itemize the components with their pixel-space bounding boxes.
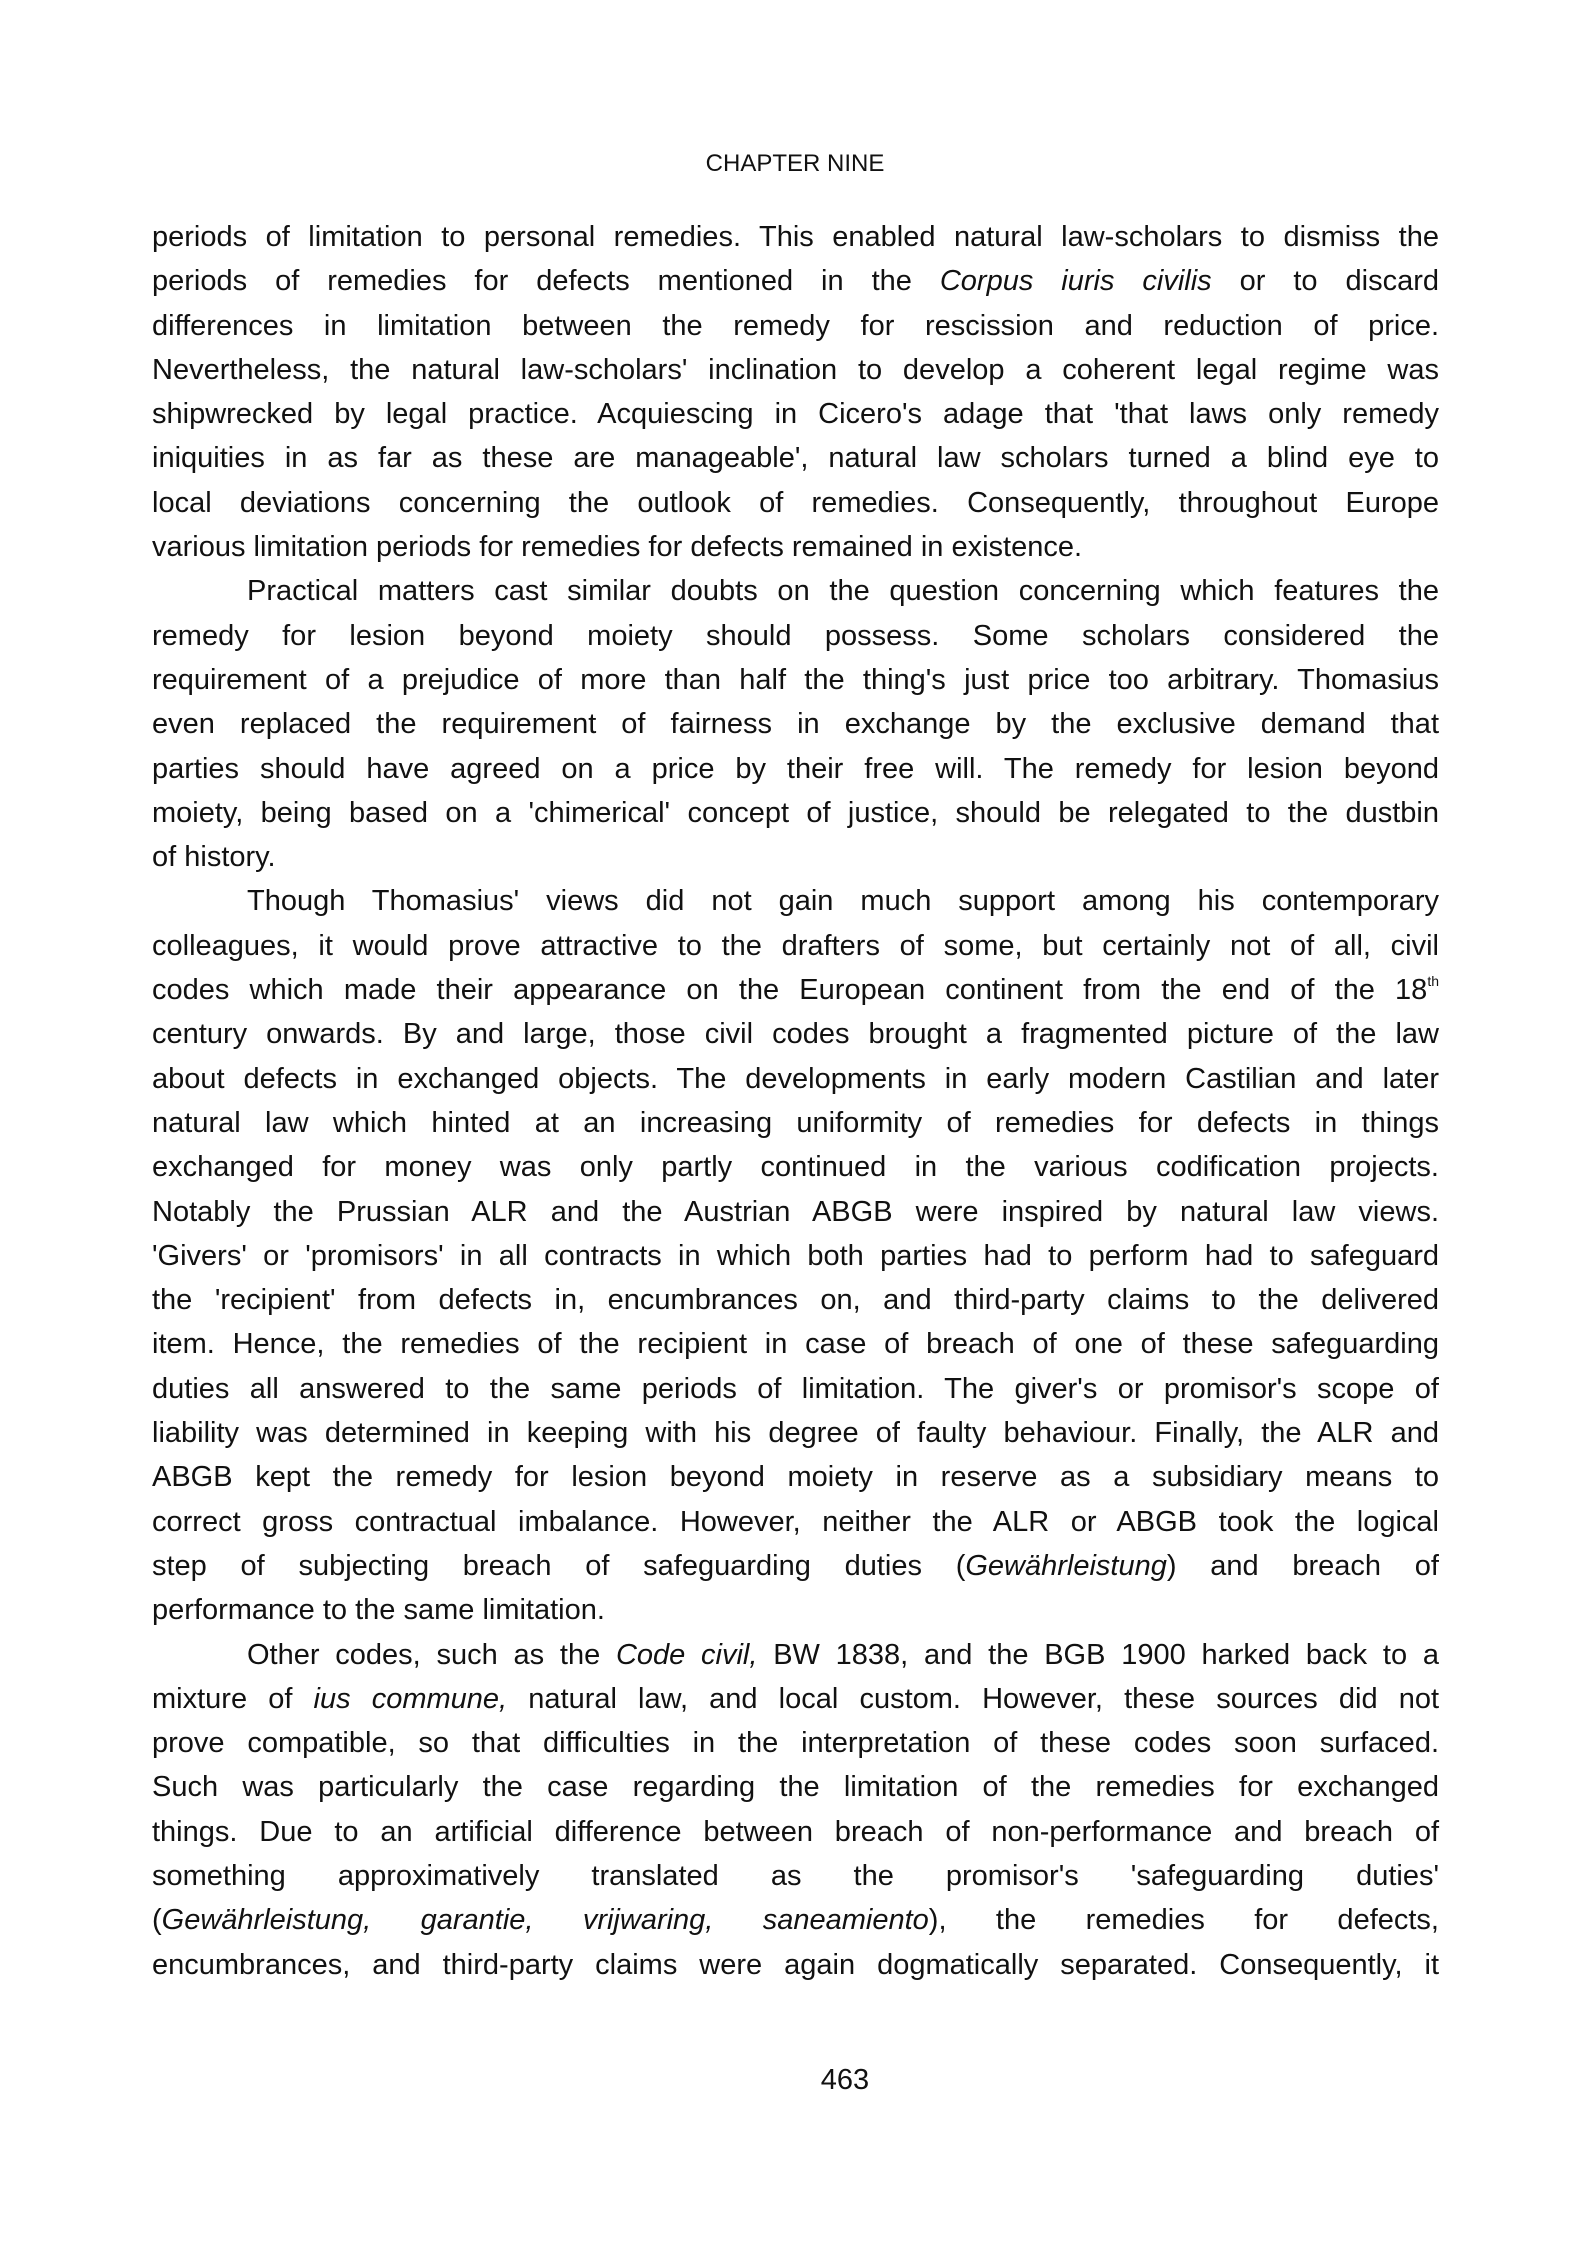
text-run: mixture of: [152, 1682, 314, 1715]
text-run: or to discard: [1211, 265, 1439, 298]
text-run: about defects in exchanged objects. The developments in early modern Castilian and later: [152, 1062, 1439, 1095]
text-run: differences in limitation between the remedy for rescission and reduction of price.: [152, 309, 1439, 342]
text-run: periods of remedies for defects mentioned in the: [152, 265, 940, 298]
text-line: [152, 1322, 1439, 1366]
text-run: even replaced the requirement of fairness in exchange by the exclusive demand that: [152, 708, 1439, 741]
text-line: [152, 791, 1439, 835]
text-run: requirement of a prejudice of more than half the thing's just price too arbitrary. Thomasius: [152, 663, 1439, 696]
text-line: [152, 1633, 1439, 1677]
text-line: [152, 348, 1439, 392]
text-run: 'Givers' or 'promisors' in all contracts in which both parties had to perform had to safeguard: [152, 1239, 1439, 1272]
text-run: Practical matters cast similar doubts on the question concerning which features the: [247, 575, 1439, 608]
text-run: BW 1838, and the BGB 1900 harked back to a: [757, 1638, 1439, 1671]
text-run: local deviations concerning the outlook of remedies. Consequently, throughout Europe: [152, 486, 1439, 519]
text-line: [152, 968, 1439, 1012]
text-run: iniquities in as far as these are manageable', natural law scholars turned a blind eye to: [152, 442, 1439, 475]
text-line: [152, 481, 1439, 525]
text-line: [152, 436, 1439, 480]
text-run: step of subjecting breach of safeguarding duties (: [152, 1549, 966, 1582]
text-line: [152, 569, 1439, 613]
text-run: prove compatible, so that difficulties in the interpretation of these codes soon surfaced.: [152, 1727, 1439, 1760]
text-line: [152, 1367, 1439, 1411]
italic-text: ius commune,: [313, 1682, 508, 1715]
text-line: [152, 702, 1439, 746]
text-run: the 'recipient' from defects in, encumbrances on, and third-party claims to the delivered: [152, 1284, 1439, 1317]
text-line: [152, 747, 1439, 791]
text-run: Such was particularly the case regarding the limitation of the remedies for exchanged: [152, 1771, 1439, 1804]
text-line: [152, 1190, 1439, 1234]
text-line: [152, 1411, 1439, 1455]
text-run: correct gross contractual imbalance. However, neither the ALR or ABGB took the logical: [152, 1505, 1439, 1538]
text-run: codes which made their appearance on the European continent from the end of the 18: [152, 974, 1428, 1007]
text-line: [152, 1810, 1439, 1854]
text-line: [152, 1898, 1439, 1942]
text-run: of history.: [152, 841, 276, 874]
text-line: [152, 1145, 1439, 1189]
text-run: ), the remedies for defects,: [928, 1904, 1439, 1937]
italic-text: Corpus iuris civilis: [939, 265, 1212, 298]
text-line: [152, 525, 1439, 569]
text-run: things. Due to an artificial difference between breach of non-performance and breach of: [152, 1815, 1439, 1848]
text-run: Other codes, such as the: [247, 1638, 616, 1671]
text-line: [152, 658, 1439, 702]
text-line: [152, 1012, 1439, 1056]
text-line: [152, 1765, 1439, 1809]
text-line: [152, 259, 1439, 303]
superscript: th: [1427, 973, 1439, 990]
text-line: [152, 1500, 1439, 1544]
text-line: [152, 614, 1439, 658]
text-run: duties all answered to the same periods of limitation. The giver's or promisor's scope of: [152, 1372, 1439, 1405]
text-line: [152, 1943, 1439, 1987]
text-run: something approximatively translated as the promisor's 'safeguarding duties': [152, 1859, 1439, 1892]
text-run: item. Hence, the remedies of the recipient in case of breach of one of these safeguarding: [152, 1328, 1439, 1361]
text-run: (: [152, 1904, 162, 1937]
body-text: [152, 215, 1439, 1987]
text-line: [152, 924, 1439, 968]
text-line: [152, 392, 1439, 436]
italic-text: Code civil,: [615, 1638, 758, 1671]
text-line: [152, 1721, 1439, 1765]
text-run: natural law which hinted at an increasing uniformity of remedies for defects in things: [152, 1106, 1439, 1139]
text-line: [152, 1544, 1439, 1588]
text-line: [152, 879, 1439, 923]
text-run: Nevertheless, the natural law-scholars' inclination to develop a coherent legal regime was: [152, 353, 1439, 386]
text-line: [152, 215, 1439, 259]
text-run: liability was determined in keeping with his degree of faulty behaviour. Finally, the ALR and: [152, 1417, 1439, 1450]
text-run: remedy for lesion beyond moiety should possess. Some scholars considered the: [152, 619, 1439, 652]
text-run: encumbrances, and third-party claims were again dogmatically separated. Consequently, it: [152, 1948, 1439, 1981]
text-run: moiety, being based on a 'chimerical' concept of justice, should be relegated to the dustbin: [152, 796, 1439, 829]
text-run: various limitation periods for remedies for defects remained in existence.: [152, 531, 1083, 564]
text-line: [152, 304, 1439, 348]
text-run: Though Thomasius' views did not gain much support among his contemporary: [247, 885, 1439, 918]
text-run: natural law, and local custom. However, these sources did not: [507, 1682, 1440, 1715]
text-run: performance to the same limitation.: [152, 1594, 605, 1627]
text-line: [152, 1455, 1439, 1499]
page-number: 463: [820, 2064, 870, 2096]
text-run: exchanged for money was only partly continued in the various codification projects.: [152, 1151, 1439, 1184]
text-run: parties should have agreed on a price by their free will. The remedy for lesion beyond: [152, 752, 1439, 785]
text-run: shipwrecked by legal practice. Acquiescing in Cicero's adage that 'that laws only remedy: [152, 398, 1439, 431]
text-line: [152, 1278, 1439, 1322]
text-line: [152, 1677, 1439, 1721]
text-line: [152, 1057, 1439, 1101]
text-line: [152, 1234, 1439, 1278]
running-header: [0, 150, 1592, 178]
text-line: [152, 1101, 1439, 1145]
text-run: periods of limitation to personal remedies. This enabled natural law-scholars to dismiss the: [152, 221, 1439, 253]
italic-text: Gewährleistung, garantie, vrijwaring, saneamiento: [161, 1904, 929, 1937]
text-line: [152, 1588, 1439, 1632]
running-title: CHAPTER NINE: [705, 150, 885, 177]
text-line: [152, 1854, 1439, 1898]
text-line: [152, 835, 1439, 879]
text-run: ) and breach of: [1166, 1549, 1439, 1582]
text-run: century onwards. By and large, those civil codes brought a fragmented picture of the law: [152, 1018, 1439, 1051]
text-run: Notably the Prussian ALR and the Austrian ABGB were inspired by natural law views.: [152, 1195, 1439, 1228]
italic-text: Gewährleistung: [965, 1549, 1167, 1582]
text-run: ABGB kept the remedy for lesion beyond moiety in reserve as a subsidiary means to: [152, 1461, 1439, 1494]
text-run: colleagues, it would prove attractive to the drafters of some, but certainly not of all, civil: [152, 929, 1439, 962]
